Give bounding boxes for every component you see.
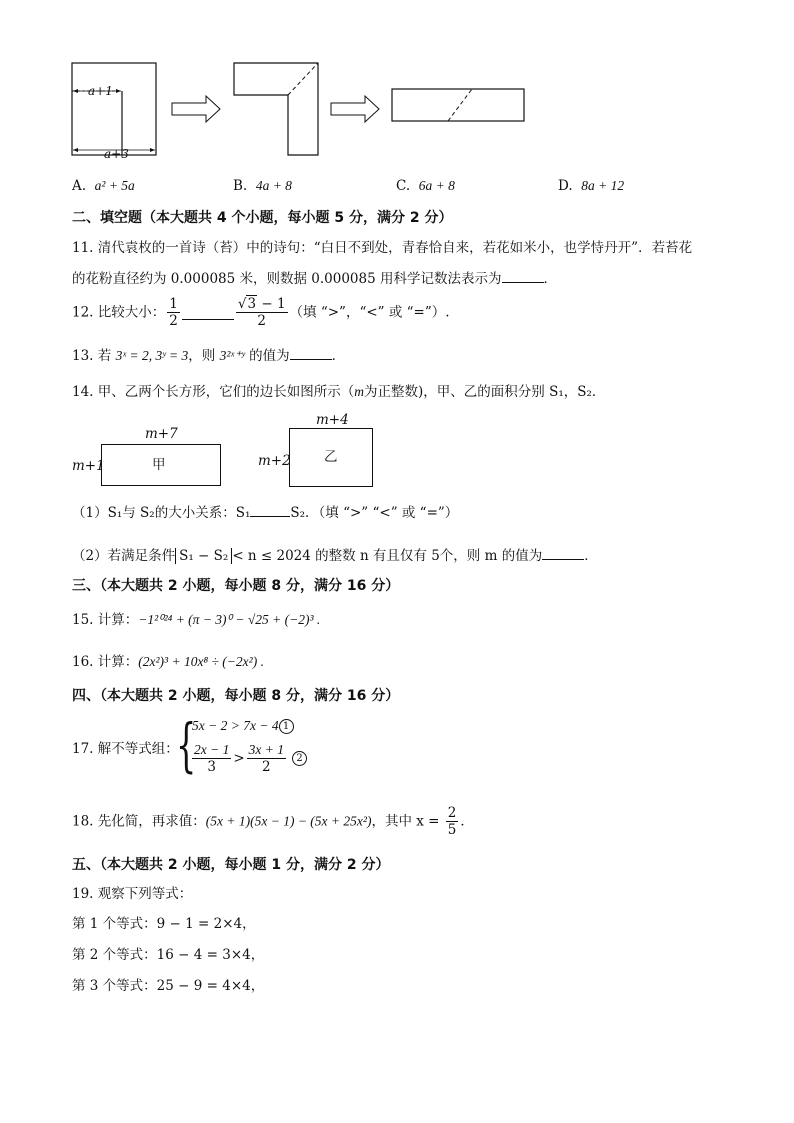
section-4-heading: 四、（本大题共 2 小题，每小题 8 分，满分 16 分） [72, 688, 400, 704]
q10-figure [60, 55, 540, 165]
rect1-left-label: m+1 [72, 458, 105, 474]
q19-line: 第 1 个等式：9 − 1 = 2×4， [72, 916, 256, 932]
arrow-right-icon [172, 96, 220, 122]
arrow-right-icon [331, 96, 379, 122]
rect-yi-label: 乙 [324, 449, 338, 465]
option-b: B. 4a + 8 [233, 178, 292, 194]
rect2-top-label: m+4 [316, 412, 349, 428]
section-3-heading: 三、（本大题共 2 小题，每小题 8 分，满分 16 分） [72, 578, 400, 594]
q13: 13. 若 3ˣ = 2, 3ʸ = 3，则 3²ˣ⁺ʸ 的值为 ． [72, 345, 345, 366]
long-rectangle [392, 89, 524, 121]
q19-line: 第 2 个等式：16 − 4 = 3×4， [72, 947, 265, 963]
q11-line1: 11. 清代袁枚的一首诗（苔）中的诗句：“白日不到处，青春恰自来，若花如米小，也学恃丹开”．若苔花 [72, 240, 693, 256]
q17-prefix: 17. 解不等式组： [72, 741, 179, 757]
rect2-left-label: m+2 [258, 453, 291, 469]
q14-part2: （2）若满足条件 S₁ − S₂ < n ≤ 2024 的整数 n 有且仅有 5个，则 m 的值为 ． [72, 545, 598, 566]
q14-part1: （1）S₁与 S₂的大小关系：S₁ S₂．（填 “>” “<” 或 “=”） [72, 502, 458, 523]
q12: 12. 比较大小： $\frac{1}{2}$ $\frac{√3 - 1}{2}$ （填 “>”，“<” 或 “=”）. [72, 296, 450, 329]
q16: 16. 计算：(2x²)³ + 10x⁸ ÷ (−2x²) . [72, 654, 264, 670]
rect1-top-label: m+7 [145, 426, 178, 442]
left-brace: { [176, 711, 197, 779]
label-a-plus-1: a+1 [88, 84, 113, 98]
section-2-heading: 二、填空题（本大题共 4 个小题，每小题 5 分，满分 2 分） [72, 210, 453, 226]
l-shape [234, 63, 318, 155]
q17-ineq2: $\frac{2x - 1}{3}$ > $\frac{3x + 1}{2}$ 2 [190, 742, 307, 775]
rect-jia-label: 甲 [152, 457, 166, 473]
option-a: A. a² + 5a [72, 178, 135, 194]
q19-intro: 19. 观察下列等式： [72, 886, 193, 902]
q19-line: 第 3 个等式：25 − 9 = 4×4， [72, 978, 265, 994]
option-d: D. 8a + 12 [558, 178, 625, 194]
section-5-heading: 五、（本大题共 2 小题，每小题 1 分，满分 2 分） [72, 857, 390, 873]
q14-intro: 14. 甲、乙两个长方形，它们的边长如图所示（m为正整数)，甲、乙的面积分别 S₁，S₂． [72, 384, 606, 400]
q17-ineq1: 5x − 2 > 7x − 4 1 [192, 716, 294, 736]
big-square [72, 63, 156, 155]
q11-line2: 的花粉直径约为 0.000085 米，则数据 0.000085 用科学记数法表示为 ． [72, 268, 557, 289]
q15: 15. 计算：−1²⁰²⁴ + (π − 3)⁰ − √25 + (−2)³ . [72, 612, 321, 628]
option-c: C. 6a + 8 [396, 178, 455, 194]
q18: 18. 先化简，再求值：(5x + 1)(5x − 1) − (5x + 25x²)，其中 x = $\frac{2}{5}$ ． [72, 805, 474, 838]
label-a-plus-3: a+3 [104, 147, 129, 161]
